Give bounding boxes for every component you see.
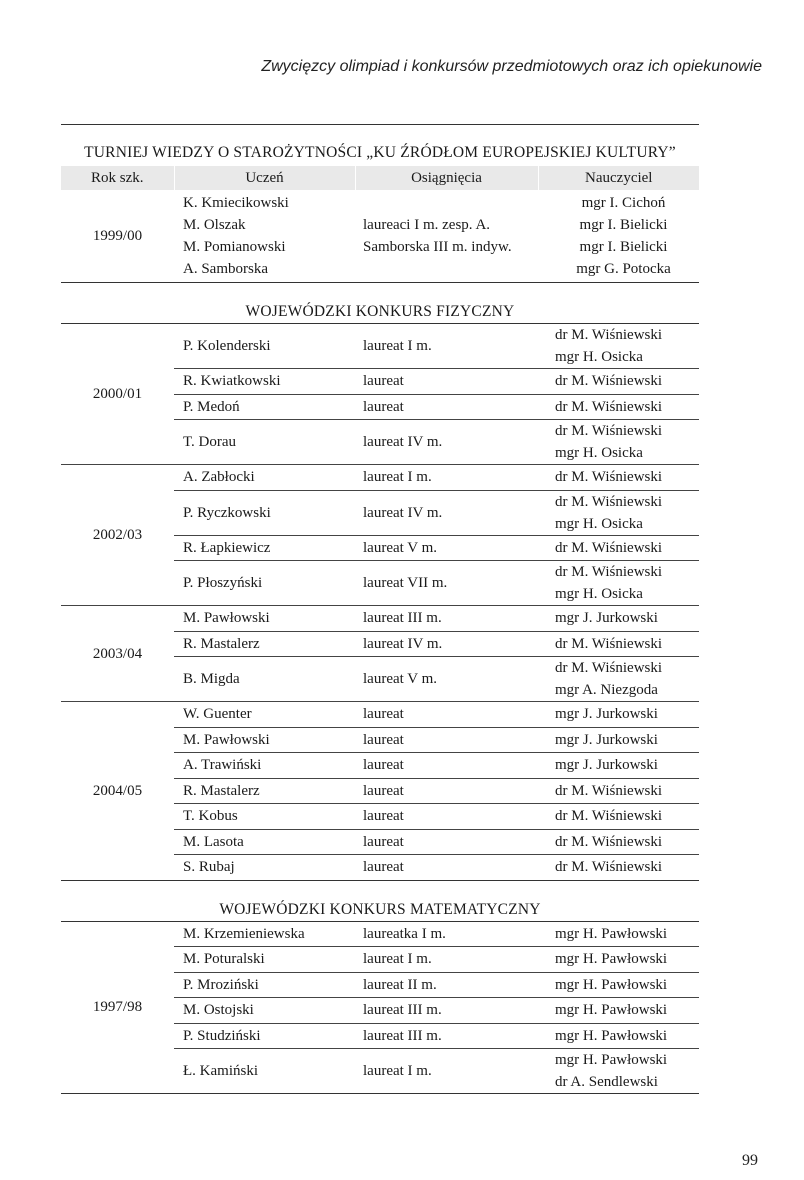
teacher-name: mgr H. Osicka xyxy=(555,586,643,602)
table-row xyxy=(61,190,699,283)
achievement-text: laureat V m. xyxy=(355,535,538,561)
achievement-text: laureat III m. xyxy=(355,1023,538,1049)
student-name: K. Kmiecikowski xyxy=(183,195,289,211)
student-name: R. Mastalerz xyxy=(174,778,355,804)
teacher-name: dr M. Wiśniewski xyxy=(555,808,663,825)
student-name: M. Lasota xyxy=(174,829,355,855)
teachers-cell xyxy=(538,369,699,395)
teacher-name: mgr I. Bielicki xyxy=(579,217,668,233)
teacher-name: mgr J. Jurkowski xyxy=(555,757,658,774)
student-name: T. Kobus xyxy=(174,804,355,830)
achievement-text: laureat xyxy=(355,394,538,420)
year-cell: 2004/05 xyxy=(92,782,143,799)
achievement-text: Samborska III m. indyw. xyxy=(363,239,512,255)
achievement-text: laureat II m. xyxy=(355,972,538,998)
teacher-name: mgr J. Jurkowski xyxy=(555,731,658,748)
teachers-cell xyxy=(538,804,699,830)
teachers-cell xyxy=(538,394,699,420)
teachers-cell xyxy=(538,465,699,491)
achievement-text: laureat VII m. xyxy=(355,561,538,606)
achievement-text: laureat I m. xyxy=(355,465,538,491)
student-name: A. Samborska xyxy=(183,261,268,277)
teacher-name: dr M. Wiśniewski xyxy=(555,782,663,799)
table-row xyxy=(61,921,699,947)
achievement-text: laureat IV m. xyxy=(355,490,538,535)
teachers-cell xyxy=(538,702,699,728)
student-name: M. Pawłowski xyxy=(174,727,355,753)
achievement-text: laureat xyxy=(355,804,538,830)
student-name: Ł. Kamiński xyxy=(183,1063,258,1079)
teacher-name: dr M. Wiśniewski xyxy=(555,398,663,415)
teacher-name: mgr H. Pawłowski xyxy=(555,925,668,942)
teachers-cell xyxy=(538,753,699,779)
table-row xyxy=(61,606,699,632)
student-name: B. Migda xyxy=(174,657,355,702)
student-name: P. Kolenderski xyxy=(174,324,355,369)
student-name: R. Mastalerz xyxy=(174,631,355,657)
header-student: Uczeń xyxy=(174,166,355,190)
table-row xyxy=(61,324,699,369)
student-name: A. Trawiński xyxy=(174,753,355,779)
students-cell xyxy=(174,190,355,283)
year-cell: 2002/03 xyxy=(61,465,174,606)
year-cell: 2000/01 xyxy=(61,324,174,465)
achievement-text: laureat I m. xyxy=(355,947,538,973)
teachers-cell xyxy=(538,947,699,973)
student-name: P. Studziński xyxy=(174,1023,355,1049)
teacher-name: mgr H. Osicka xyxy=(555,349,643,365)
teacher-name: mgr H. Pawłowski xyxy=(555,1052,668,1068)
student-name: P. Medoń xyxy=(174,394,355,420)
year-cell: 1999/00 xyxy=(92,228,143,244)
teachers-cell xyxy=(538,657,699,702)
student-name: M. Pawłowski xyxy=(174,606,355,632)
achievement-text: laureat I m. xyxy=(363,1063,432,1079)
achievement-text: laureaci I m. zesp. A. xyxy=(363,217,491,233)
student-name: P. Mroziński xyxy=(174,972,355,998)
achievement-text: laureat I m. xyxy=(355,324,538,369)
teachers-cell xyxy=(538,490,699,535)
table-row xyxy=(61,702,699,728)
teacher-name: dr M. Wiśniewski xyxy=(555,373,663,390)
student-name: P. Ryczkowski xyxy=(174,490,355,535)
teacher-name: dr M. Wiśniewski xyxy=(555,635,663,652)
achievement-cell xyxy=(355,190,538,283)
header-year: Rok szk. xyxy=(61,166,174,190)
year-cell: 2003/04 xyxy=(61,606,174,702)
teacher-name: mgr J. Jurkowski xyxy=(555,610,658,627)
top-rule xyxy=(61,124,699,125)
achievement-text: laureat xyxy=(355,369,538,395)
teacher-name: mgr A. Niezgoda xyxy=(555,682,658,698)
page-content xyxy=(61,140,699,1094)
section-title-turniej: TURNIEJ WIEDZY O STAROŻYTNOŚCI „KU ŹRÓDŁOM EUROPEJSKIEJ KULTURY” xyxy=(84,144,676,161)
teachers-cell xyxy=(538,972,699,998)
student-name: M. Ostojski xyxy=(174,998,355,1024)
teachers-cell xyxy=(538,535,699,561)
student-name: T. Dorau xyxy=(174,420,355,465)
table-row xyxy=(61,465,699,491)
teachers-cell xyxy=(538,561,699,606)
teachers-cell xyxy=(538,606,699,632)
student-name: M. Olszak xyxy=(183,217,246,233)
page-number: 99 xyxy=(742,1152,758,1169)
teacher-name: mgr H. Pawłowski xyxy=(555,1002,668,1019)
teacher-name: dr M. Wiśniewski xyxy=(555,493,663,510)
header-teacher: Nauczyciel xyxy=(538,166,699,190)
teachers-cell xyxy=(538,829,699,855)
year-cell: 1997/98 xyxy=(92,999,143,1016)
teachers-cell xyxy=(538,1023,699,1049)
achievement-text: laureat xyxy=(355,753,538,779)
teachers-cell xyxy=(538,190,699,283)
teacher-name: mgr G. Potocka xyxy=(576,261,671,277)
student-name: S. Rubaj xyxy=(183,859,235,876)
teachers-cell xyxy=(538,324,699,369)
student-name: M. Pomianowski xyxy=(183,239,286,255)
achievement-text: laureat xyxy=(355,778,538,804)
achievement-text: laureat V m. xyxy=(355,657,538,702)
teacher-name: dr A. Sendlewski xyxy=(555,1074,658,1090)
achievement-text: laureat III m. xyxy=(355,998,538,1024)
teachers-cell xyxy=(538,778,699,804)
student-name: R. Łapkiewicz xyxy=(174,535,355,561)
teacher-name: mgr J. Jurkowski xyxy=(555,706,658,723)
section-title-matematyczny: WOJEWÓDZKI KONKURS MATEMATYCZNY xyxy=(219,900,541,918)
teacher-name: dr M. Wiśniewski xyxy=(555,833,663,850)
teachers-cell xyxy=(538,921,699,947)
student-name: R. Kwiatkowski xyxy=(174,369,355,395)
teachers-cell xyxy=(538,727,699,753)
achievement-text: laureat xyxy=(363,859,404,876)
student-name: A. Zabłocki xyxy=(174,465,355,491)
teacher-name: dr M. Wiśniewski xyxy=(555,327,663,343)
teachers-cell xyxy=(538,855,699,881)
achievement-text: laureat xyxy=(355,829,538,855)
teacher-name: mgr H. Osicka xyxy=(555,445,643,461)
teacher-name: dr M. Wiśniewski xyxy=(555,539,663,556)
teachers-cell xyxy=(538,631,699,657)
running-head: Zwycięzcy olimpiad i konkursów przedmiotowych oraz ich opiekunowie xyxy=(261,58,762,75)
teacher-name: dr M. Wiśniewski xyxy=(555,423,663,439)
teachers-cell xyxy=(538,420,699,465)
teacher-name: mgr H. Osicka xyxy=(555,515,643,532)
teacher-name: dr M. Wiśniewski xyxy=(555,859,663,876)
student-name: P. Płoszyński xyxy=(174,561,355,606)
teachers-cell xyxy=(538,998,699,1024)
table-matematyka xyxy=(61,921,699,1095)
teacher-name: mgr H. Pawłowski xyxy=(555,1027,668,1044)
achievement-text: laureatka I m. xyxy=(355,921,538,947)
teacher-name: mgr H. Pawłowski xyxy=(555,951,668,968)
student-name: M. Poturalski xyxy=(174,947,355,973)
achievement-text: laureat xyxy=(355,702,538,728)
header-achievement: Osiągnięcia xyxy=(355,166,538,190)
achievement-text: laureat IV m. xyxy=(355,420,538,465)
table-fizyka xyxy=(61,323,699,881)
table-turniej xyxy=(61,166,699,283)
teachers-cell xyxy=(538,1049,699,1094)
student-name: M. Krzemieniewska xyxy=(174,921,355,947)
teacher-name: mgr H. Pawłowski xyxy=(555,976,668,993)
teacher-name: mgr I. Bielicki xyxy=(579,239,668,255)
section-title-fizyczny: WOJEWÓDZKI KONKURS FIZYCZNY xyxy=(245,303,515,320)
teacher-name: dr M. Wiśniewski xyxy=(555,469,663,486)
student-name: W. Guenter xyxy=(174,702,355,728)
teacher-name: dr M. Wiśniewski xyxy=(555,660,663,676)
teacher-name: mgr I. Cichoń xyxy=(581,195,666,211)
achievement-text: laureat III m. xyxy=(355,606,538,632)
table-header-row xyxy=(61,166,699,190)
achievement-text: laureat xyxy=(355,727,538,753)
achievement-text: laureat IV m. xyxy=(355,631,538,657)
teacher-name: dr M. Wiśniewski xyxy=(555,564,663,580)
